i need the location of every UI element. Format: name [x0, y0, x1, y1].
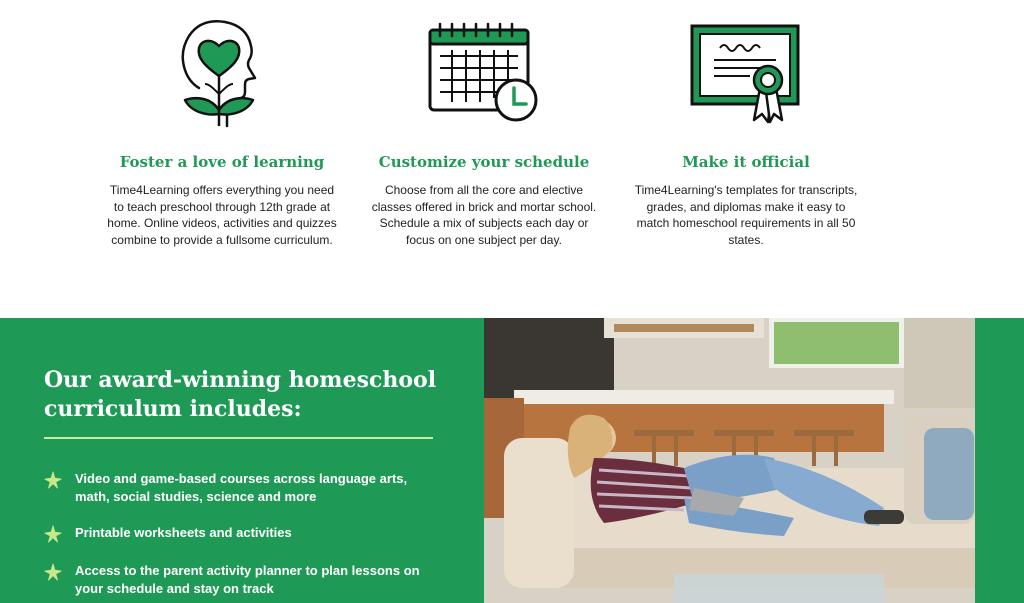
heart-plant-head-icon [175, 18, 267, 130]
star-icon [44, 525, 62, 543]
diploma-certificate-icon [690, 22, 802, 126]
list-item-text: Access to the parent activity planner to plan lessons on your schedule and stay on track [75, 563, 420, 596]
curriculum-photo [484, 318, 975, 603]
list-item [44, 562, 444, 598]
feature-title: Customize your schedule [378, 153, 590, 171]
star-icon [44, 563, 62, 581]
feature-text: Choose from all the core and elective classes offered in brick and mortar school. Schedule a mix of subjects each day or focus on one subject per day. [371, 183, 597, 247]
star-icon [44, 471, 62, 489]
calendar-clock-icon [428, 22, 540, 126]
list-item [44, 524, 292, 542]
heading-divider [44, 437, 433, 439]
feature-title: Foster a love of learning [119, 153, 325, 171]
curriculum-heading: Our award-winning homeschool curriculum includes: [44, 367, 437, 422]
girl-on-couch-illustration [484, 318, 975, 603]
list-item [44, 470, 444, 506]
feature-text: Time4Learning's templates for transcripts, grades, and diplomas make it easy to match homeschool requirements in all 50 states. [634, 183, 858, 247]
list-item-text: Printable worksheets and activities [75, 525, 292, 540]
feature-text: Time4Learning offers everything you need to teach preschool through 12th grade at home. Online videos, activities and quizzes combine to provide a fullsome curriculum. [107, 183, 337, 247]
list-item-text: Video and game-based courses across language arts, math, social studies, science and more [75, 471, 408, 504]
feature-title: Make it official [682, 153, 810, 171]
